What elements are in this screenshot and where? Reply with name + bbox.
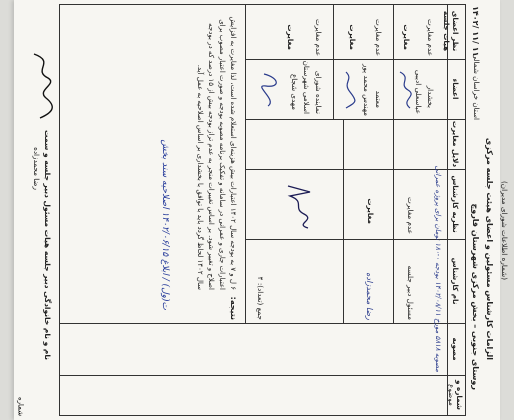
member-1-result: مغایرت bbox=[402, 24, 411, 50]
conclusion-text: ۶ ل و ۷ به بودجه سال ۱۴۰۲ اعتبارات بیش هزینه‌ای استعلام شده است، لذا مغایرت به افزایش اعتبارات جاری و عمرانی در سامانه و تفکیک برنامه مصوبه بودجه و صورت اعتبار مصوب برای اصلاح و تغییر شود. بر اساس تغییرات منجر به عدم تراز بودجه بیش از ۱۵ درصد که در بودجه سال ۱۴۰۲ لحاظ گردد باید با توافق با بخشداری بر اساس اصلاحیه به عمل آید. bbox=[196, 16, 237, 290]
member-3-signature bbox=[260, 70, 284, 110]
member-2-vote: عدم مغایرت bbox=[374, 18, 383, 56]
col-row-num: شماره و bbox=[455, 380, 464, 410]
member-2-signature bbox=[340, 70, 358, 110]
member-2-result: مغایرت bbox=[348, 24, 357, 50]
signature-name: رضا محمدزاده bbox=[32, 147, 41, 190]
col-board-opinion: نظر اعضای هیات جلسه bbox=[442, 10, 460, 52]
member-3-name: نماینده شورای bbox=[314, 70, 323, 114]
member-2-name: معتمد bbox=[374, 90, 383, 108]
footer-label: نام و نام خانوادگی دبیر جلسه هیات مسئول دبیر جلسه و سمت bbox=[43, 130, 52, 360]
member-2-sub: مهندس محمد پور bbox=[362, 63, 371, 116]
col-status: مصوبه bbox=[451, 337, 460, 361]
expert-2-label: رضا محمدزاده bbox=[365, 272, 374, 320]
col-expert-opinion: نظریه کارشناس bbox=[451, 175, 460, 233]
member-3-vote: عدم مغایرت bbox=[314, 18, 323, 56]
scanned-page bbox=[14, 0, 509, 420]
document-date: ۱۴۰۲/ ۱۱/ ۱۱ bbox=[471, 6, 480, 57]
col-expert-name: نام کارشناس bbox=[451, 257, 460, 305]
col-reasons: دلایل مغایرت bbox=[451, 120, 460, 168]
expert-3-opinion: مغایرت bbox=[366, 198, 375, 224]
document-subtitle: روستای جنوبی – بخش مرکزی شهرستان قاروچ bbox=[471, 203, 480, 390]
col-members: اعضاء bbox=[451, 78, 460, 100]
rotated-document bbox=[28, 0, 514, 420]
member-1-vote: عدم مغایرت bbox=[426, 18, 435, 56]
expert-1-opinion: عدم مغایرت bbox=[406, 196, 415, 234]
member-3-sub: اسلامی شهرستان bbox=[302, 60, 311, 114]
handwritten-note: ت‌(و‌ل) / ابلاغ ۱۴۰۲/۰۶/۱۵ اصلاحیه سند بخش bbox=[160, 139, 170, 310]
member-1-sub: عباسعلی ادیبی bbox=[414, 69, 423, 114]
member-3-sub2: مهدی شجاع bbox=[290, 74, 299, 110]
conclusion-label: نتیجه: bbox=[229, 296, 238, 320]
header-note: (شماره اطلاعات شورای مدیران) bbox=[500, 180, 509, 280]
expert-1-label: مسئول دبیر جلسه bbox=[406, 265, 415, 320]
secretary-signature bbox=[30, 50, 58, 120]
province-label: استان خراسان شمالی bbox=[472, 53, 481, 120]
margin-note: شماره bbox=[16, 396, 25, 416]
member-3-result: مغایرت bbox=[286, 24, 295, 50]
member-1-signature bbox=[396, 70, 414, 110]
expert-signature bbox=[284, 182, 314, 230]
col-topic: موضوع bbox=[447, 384, 456, 406]
document-title: الزامات کارشناس مسئولین و اعضای هیئت جلسه مرکزی bbox=[485, 137, 494, 360]
handwritten-topic: مصوبه ۵۸۱۸ مورخ ۱۴۰۲/۰۸/۱۱ بودجه ۰-۱۸۰ تومان برای پروژه عمرانی bbox=[434, 165, 442, 372]
expert-3-label: جمع (تعداد): ۴ bbox=[256, 276, 265, 320]
member-1-name: بخشدار bbox=[426, 85, 435, 108]
